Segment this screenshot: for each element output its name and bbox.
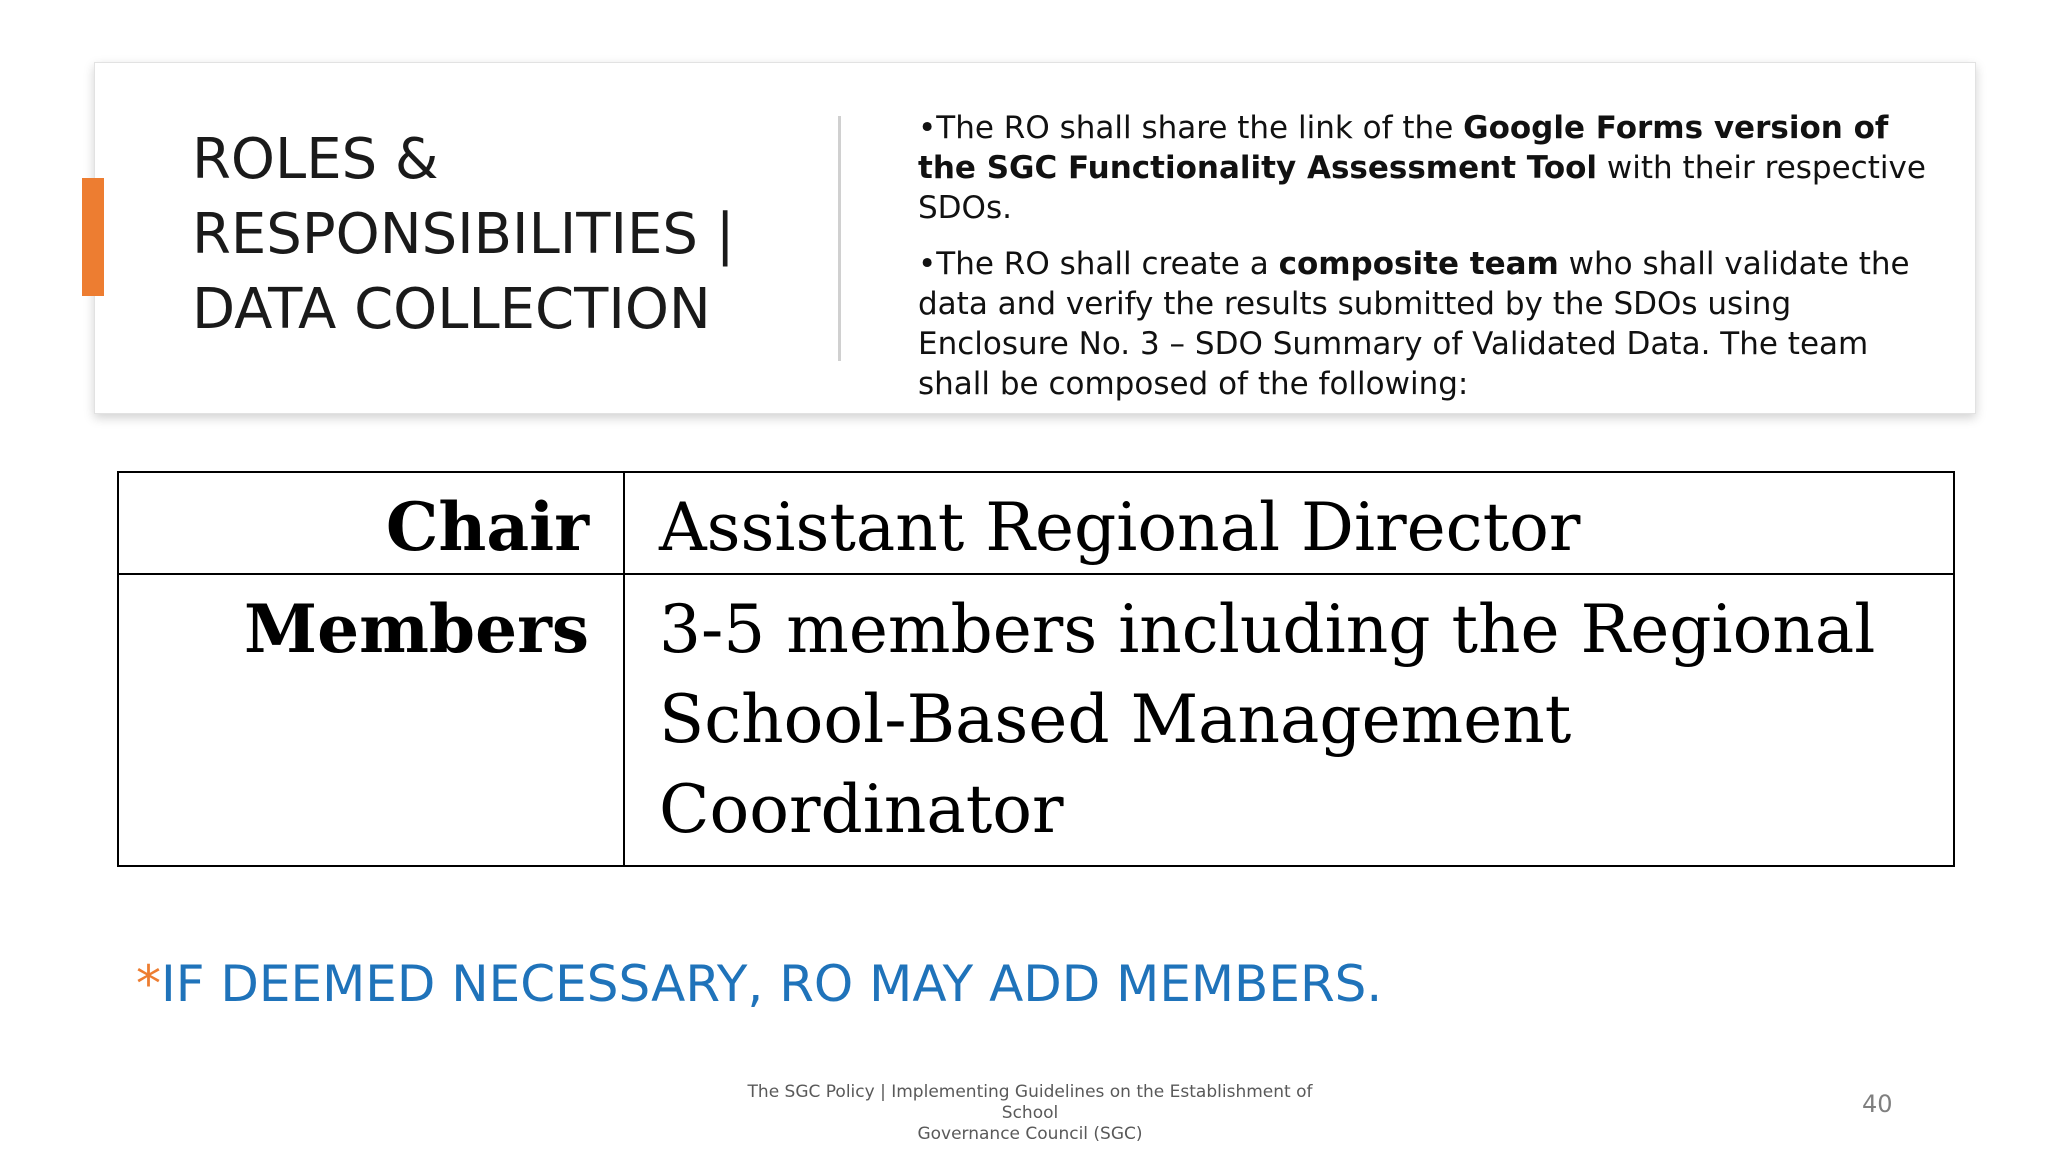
page-number: 40: [1862, 1090, 1893, 1118]
note-body: IF DEEMED NECESSARY, RO MAY ADD MEMBERS.: [161, 955, 1383, 1013]
title-divider: [838, 116, 841, 361]
title-line-1: ROLES &: [192, 127, 439, 192]
footer: [730, 1082, 1330, 1145]
description-cell: Assistant Regional Director: [624, 472, 1954, 574]
title-line-3: DATA COLLECTION: [192, 277, 711, 342]
bullet-item-composite-team: [918, 244, 1938, 404]
bullet-item-share-link: [918, 108, 1938, 228]
table-row-members: [118, 574, 1954, 866]
bullet-text: who shall validate the data and verify the results submitted by the SDOs using Enclosure No. 3 – SDO Summary of Validated Data. The team shall be composed of the following:: [918, 246, 1910, 402]
team-composition-table: [117, 471, 1955, 867]
note-text: [136, 952, 1382, 1016]
bullet-text: •The RO shall share the link of the: [918, 110, 1464, 146]
bullet-bold-text: Google Forms version of the SGC Functionality Assessment Tool: [918, 110, 1889, 186]
slide-title: [192, 122, 792, 347]
asterisk-mark: *: [136, 955, 161, 1013]
bullet-text: •The RO shall create a: [918, 246, 1279, 282]
bullet-text: with their respective SDOs.: [918, 150, 1926, 226]
bullet-bold-text: composite team: [1278, 246, 1559, 282]
table-row-chair: [118, 472, 1954, 574]
footer-line-2: Governance Council (SGC): [917, 1124, 1143, 1144]
role-cell: Members: [118, 574, 624, 866]
footer-line-1: The SGC Policy | Implementing Guidelines on the Establishment of School: [747, 1082, 1313, 1123]
title-line-2: RESPONSIBILITIES |: [192, 202, 735, 267]
bullet-list: [918, 108, 1938, 420]
role-cell: Chair: [118, 472, 624, 574]
accent-bar: [82, 178, 104, 296]
description-cell: 3-5 members including the Regional School-Based Management Coordinator: [624, 574, 1954, 866]
